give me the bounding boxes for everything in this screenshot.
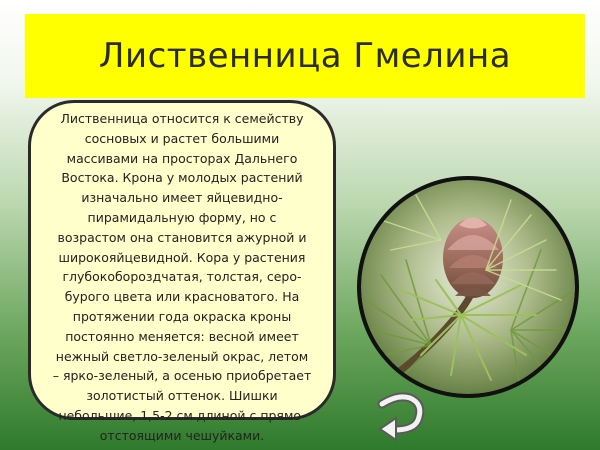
photo-frame [357,176,579,398]
description-text: Лиственница относится к семейству сосновых и растет большими массивами на просторах Дальнего Востока. Крона у молодых растений изначально имеет яйцевидно- пирамидальную форму, но с возрастом она становится ажурной и широкояйцевидной. Кора у растения глубокобороздчатая, толстая, серо- бурого цвета или красноватого. На протяжении года окраска кроны постоянно меняется: весной имеет нежный светло-зеленый окрас, летом – ярко-зеленый, а осенью приобретает золотистый оттенок. Шишки небольшие, 1,5-2 см длиной с прямо- отстоящими чешуйками. [52,111,312,443]
back-arrow-button[interactable] [372,390,426,442]
slide-title: Лиственница Гмелина [98,36,512,76]
description-panel [28,100,336,443]
title-banner [25,14,585,98]
curved-back-arrow-icon [380,397,420,440]
larch-cone-photo [361,180,575,394]
